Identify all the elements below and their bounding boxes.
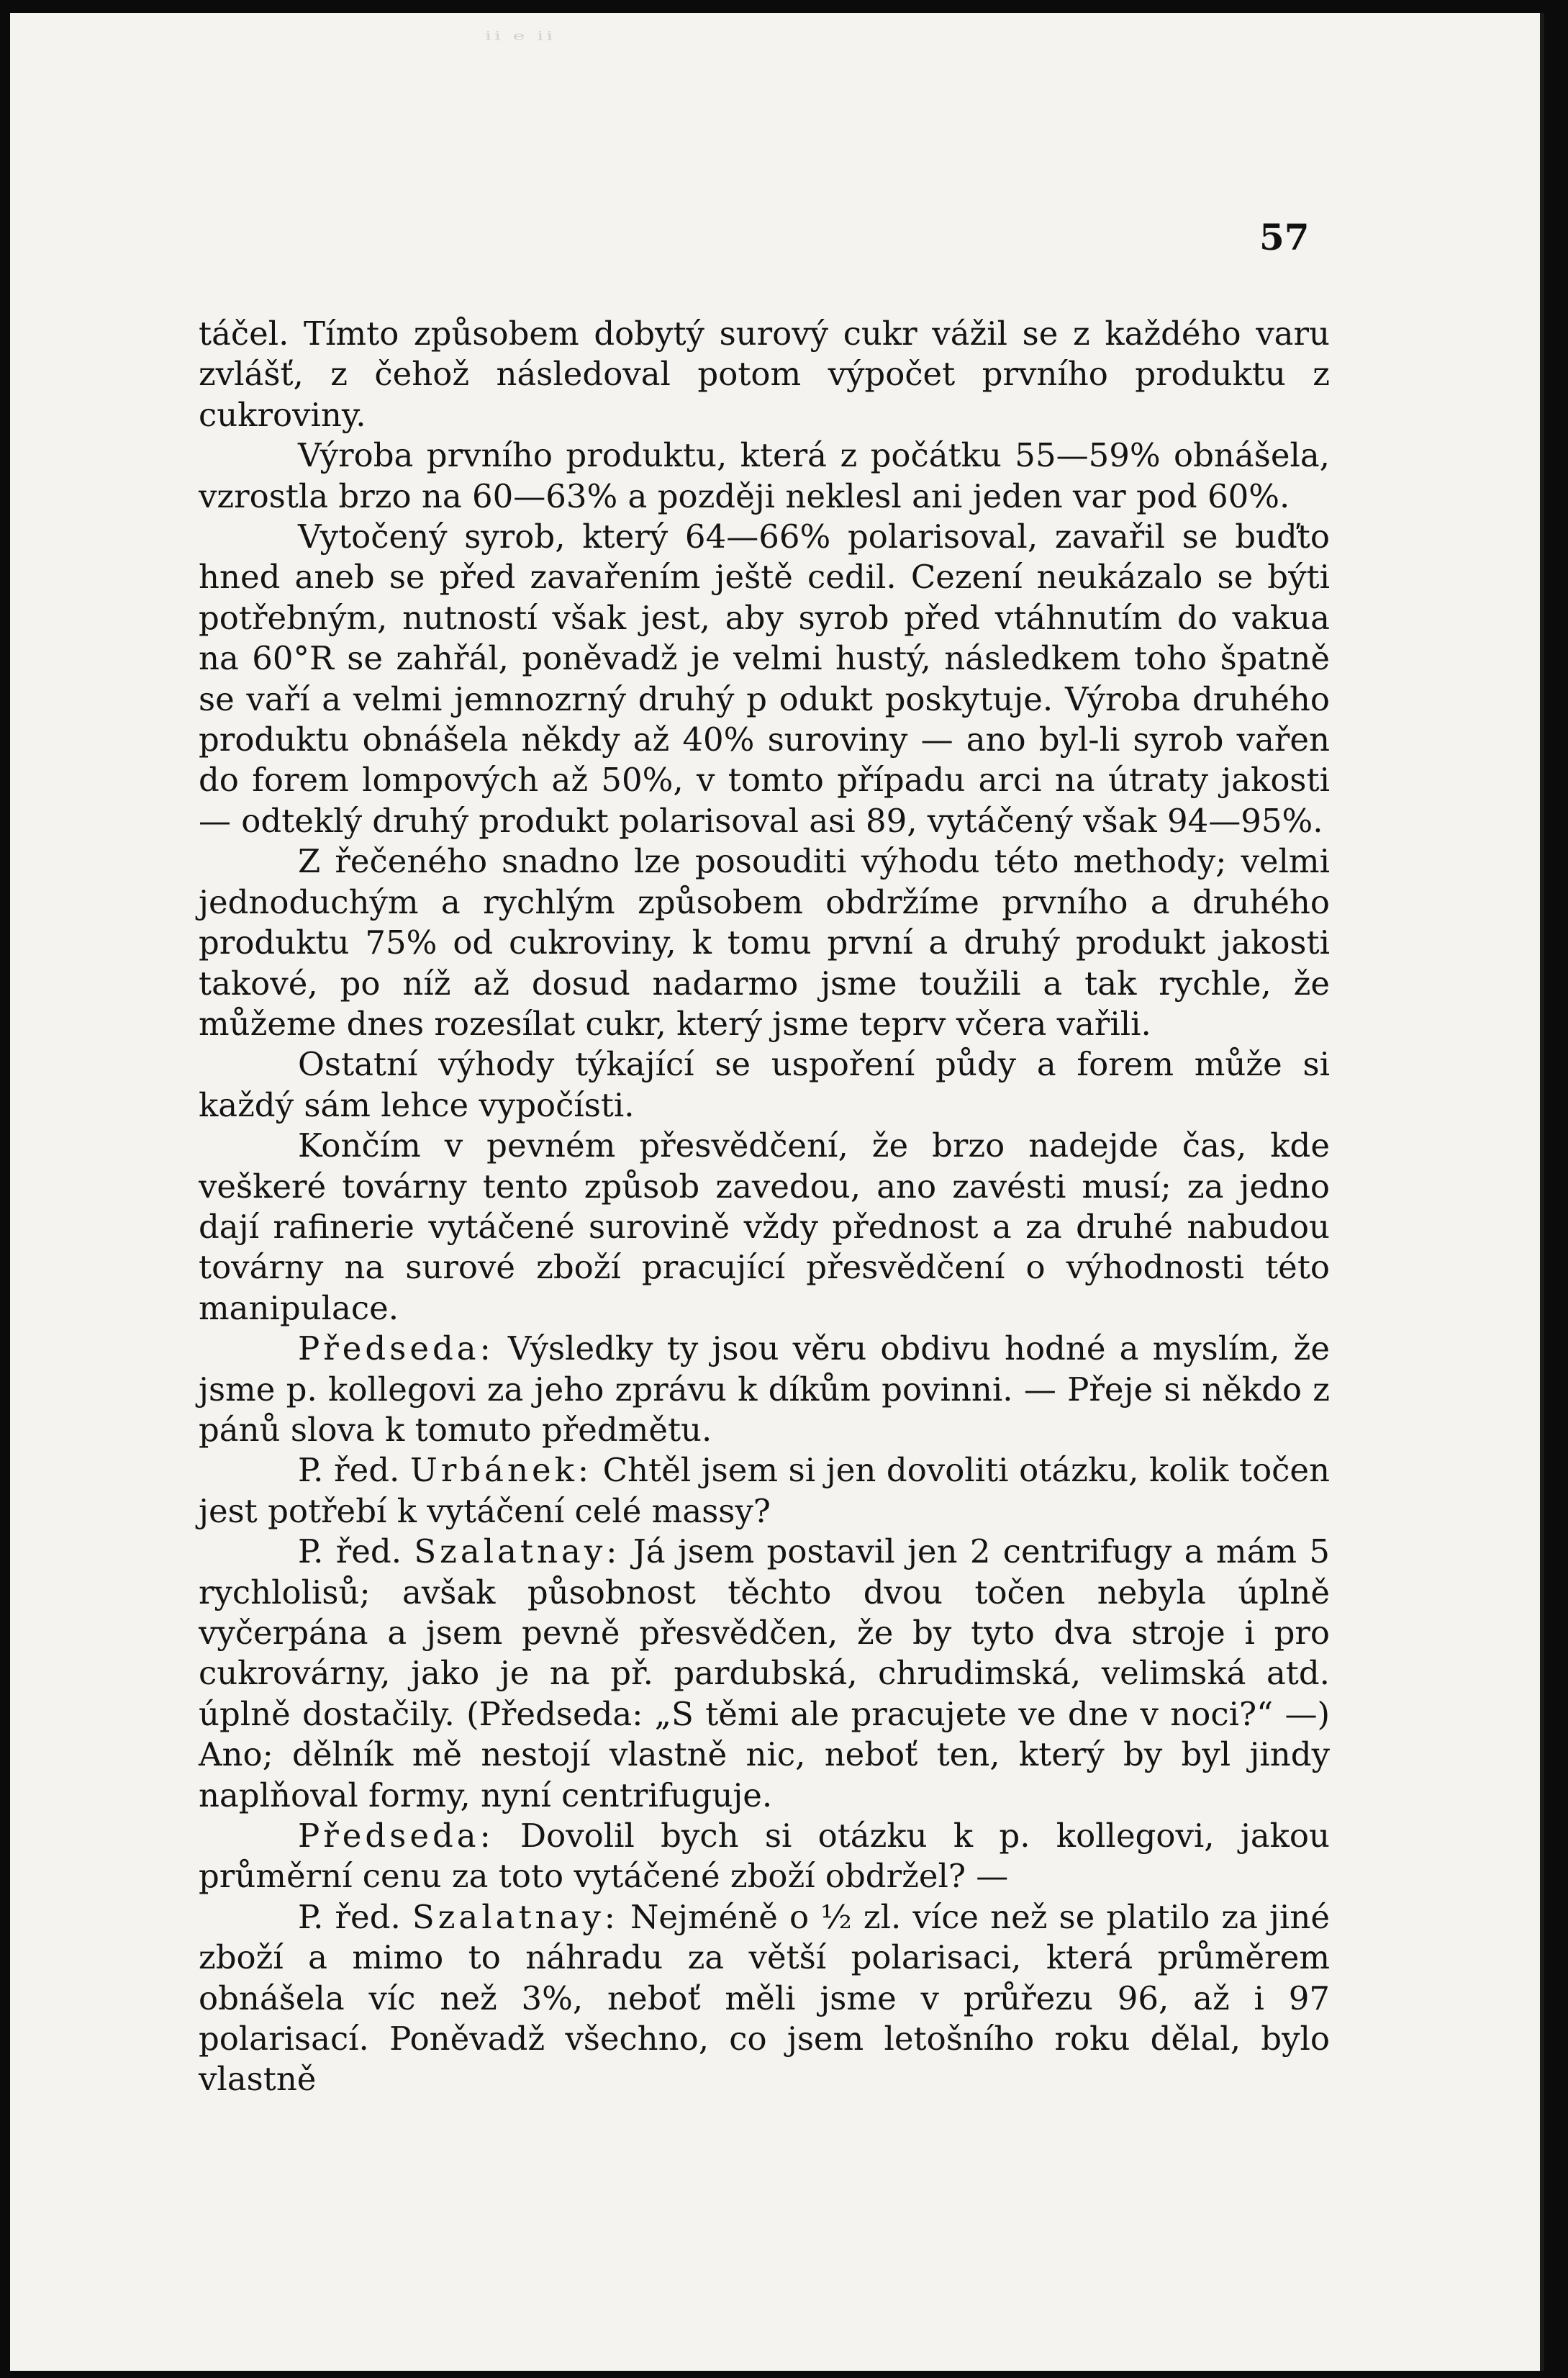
dialogue-text: Nejméně o ½ zl. více než se platilo za jiné zboží a mimo to náhradu za větší polarisaci, která průměrem obnášela víc než 3%, neboť měli jsme v průřezu 96, až i 97 polarisací. Poněvadž všechno, co jsem letošního roku dělal, bylo vlastně <box>199 1897 1330 2099</box>
dialogue-line <box>199 1450 1330 1532</box>
paragraph: Ostatní výhody týkající se uspoření půdy a forem může si každý sám lehce vypočísti. <box>199 1045 1330 1124</box>
dialogue-text: Dovolil bych si otázku k p. kollegovi, jakou průměrní cenu za toto vytáčené zboží obdržel? — <box>199 1817 1330 1896</box>
paragraph: Z řečeného snadno lze posouditi výhodu této methody; velmi jednoduchým a rychlým způsobem obdržíme prvního a druhého produktu 75% od cukroviny, k tomu první a druhý produkt jakosti takové, po níž až dosud nadarmo jsme toužili a tak rychle, že můžeme dnes rozesílat cukr, který jsme teprv včera vařili. <box>199 842 1330 1043</box>
speaker-prefix: P. řed. <box>298 1897 412 1936</box>
paragraph: Vytočený syrob, který 64—66% polarisoval, zavařil se buďto hned aneb se před zavařením ještě cedil. Cezení neukázalo se býti potřebným, nutností však jest, aby syrob před vtáhnutím do vakua na 60°R se zahřál, poněvadž je velmi hustý, následkem toho špatně se vaří a velmi jemnozrný druhý p odukt poskytuje. Výroba druhého produktu obnášela někdy až 40% suroviny — ano byl-li syrob vařen do forem lompových až 50%, v tomto případu arci na útraty jakosti — odteklý druhý produkt polarisoval asi 89, vytáčený však 94—95%. <box>199 517 1330 840</box>
dialogue-text: Výsledky ty jsou věru obdivu hodné a myslím, že jsme p. kollegovi za jeho zprávu k díkům povinni. — Přeje si někdo z pánů slova k tomuto předmětu. <box>199 1329 1330 1449</box>
dialogue-line <box>199 1329 1330 1450</box>
dialogue-text: Já jsem postavil jen 2 centrifugy a mám 5 rychlolisů; avšak působnost těchto dvou točen nebyla úplně vyčerpána a jsem pevně přesvědčen, že by tyto dva stroje i pro cukrovárny, jako je na př. pardubská, chrudimská, velimská atd. úplně dostačily. (Předseda: „S těmi ale pracujete ve dne v noci?“ —) Ano; dělník mě nestojí vlastně nic, neboť ten, který by byl jindy naplňoval formy, nyní centrifuguje. <box>199 1532 1331 1814</box>
speaker-name: Předseda: <box>298 1329 494 1368</box>
speaker-name: Urbánek: <box>409 1451 593 1490</box>
speaker-prefix: P. řed. <box>298 1451 410 1490</box>
dialogue-text: Chtěl jsem si jen dovoliti otázku, kolik točen jest potřebí k vytáčení celé massy? <box>199 1451 1331 1530</box>
speaker-prefix: P. řed. <box>298 1532 414 1571</box>
dialogue-line <box>199 1897 1330 2100</box>
dialogue-line <box>199 1816 1330 1897</box>
paragraph: Končím v pevném přesvědčení, že brzo nadejde čas, kde veškeré továrny tento způsob zavedou, ano zavésti musí; za jedno dají rafinerie vytáčené surovině vždy přednost a za druhé nabudou továrny na surové zboží pracující přesvědčení o výhodnosti této manipulace. <box>199 1126 1330 1327</box>
speaker-name: Předseda: <box>298 1817 494 1855</box>
speaker-name: Szalatnay: <box>414 1532 621 1571</box>
paragraph: Výroba prvního produktu, která z počátku 55—59% obnášela, vzrostla brzo na 60—63% a později neklesl ani jeden var pod 60%. <box>199 436 1330 515</box>
dialogue-line <box>199 1532 1330 1816</box>
paragraph: táčel. Tímto způsobem dobytý surový cukr vážil se z každého varu zvlášť, z čehož následoval potom výpočet prvního produktu z cukroviny. <box>199 315 1330 434</box>
book-page <box>10 13 1544 2371</box>
speaker-name: Szalatnay: <box>412 1897 619 1936</box>
scan-bleed-through: ii e ii <box>485 29 556 43</box>
page-number: 57 <box>1259 216 1310 258</box>
text-body <box>199 314 1330 2100</box>
